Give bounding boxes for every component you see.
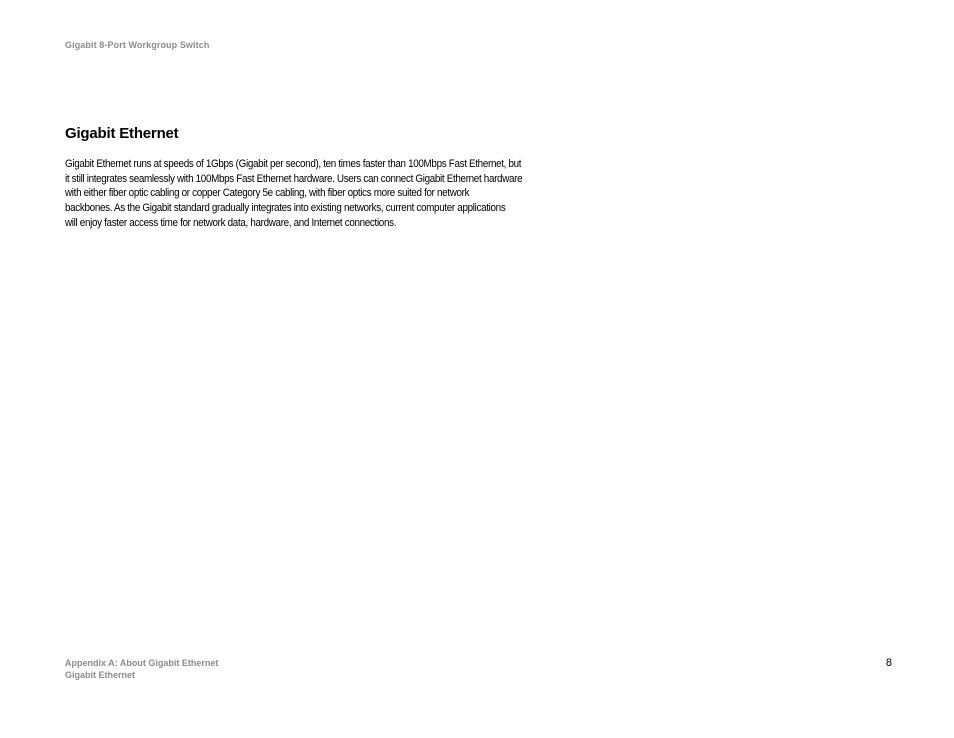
paragraph-line: Gigabit Ethernet runs at speeds of 1Gbps (Gigabit per second), ten times faster than 100Mbps Fast Ethernet, but [65,158,522,170]
paragraph-line: with either fiber optic cabling or copper Category 5e cabling, with fiber optics more suited for network [65,187,470,200]
body-paragraph [65,157,595,231]
page-number: 8 [885,657,892,669]
footer-subsection: Gigabit Ethernet [65,670,136,680]
paragraph-line: it still integrates seamlessly with 100Mbps Fast Ethernet hardware. Users can connect Gigabit Ethernet hardware [65,172,523,185]
footer-chapter: Appendix A: About Gigabit Ethernet [65,658,219,668]
section-title: Gigabit Ethernet [65,125,179,142]
paragraph-line: backbones. As the Gigabit standard gradually integrates into existing networks, current computer applications [65,202,506,215]
footer [65,657,218,681]
paragraph-line: will enjoy faster access time for network data, hardware, and Internet connections. [65,216,397,229]
running-header: Gigabit 8-Port Workgroup Switch [65,40,210,50]
